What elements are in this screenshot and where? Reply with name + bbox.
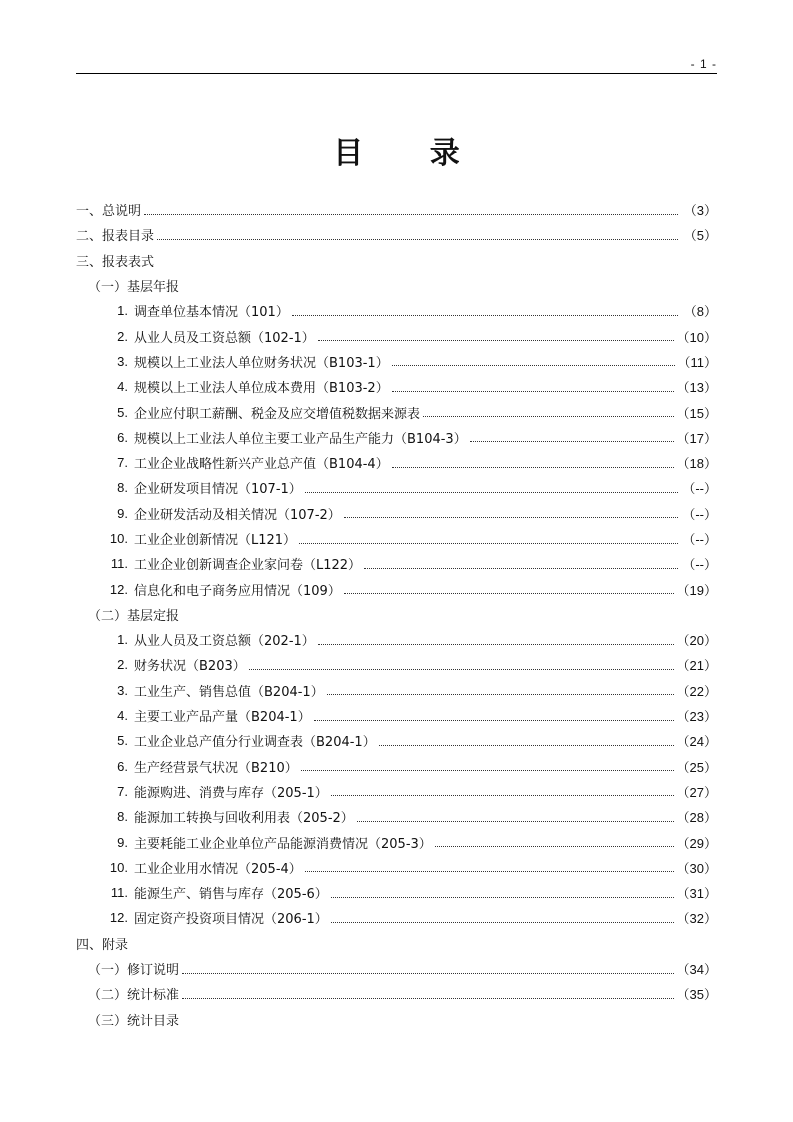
toc-entry-number: 10. xyxy=(109,531,128,546)
toc-entry[interactable] xyxy=(76,804,717,829)
dot-leader xyxy=(435,845,674,847)
dot-leader xyxy=(301,769,674,771)
toc-entry-title: 工业企业总产值分行业调查表（B204-1） xyxy=(134,735,376,751)
header-rule xyxy=(76,73,717,74)
toc-entry-title: 工业企业创新调查企业家问卷（L122） xyxy=(134,558,362,574)
toc-entry-number: 12. xyxy=(109,910,128,926)
toc-entry-title: 从业人员及工资总额（202-1） xyxy=(134,634,315,650)
toc-entry-page: （31） xyxy=(676,886,717,902)
dot-leader xyxy=(305,491,678,493)
toc-entry-page: （8） xyxy=(683,304,717,320)
toc-entry-page: （--） xyxy=(682,506,717,522)
page-number: - 1 - xyxy=(690,57,717,71)
toc-entry-number: 11. xyxy=(110,556,128,572)
toc-entry-title: 工业生产、销售总值（B204-1） xyxy=(134,684,324,700)
toc-entry-number: 3. xyxy=(117,682,128,698)
toc-entry-title: （三）统计目录 xyxy=(88,1013,180,1029)
toc-entry-page: （--） xyxy=(682,557,717,573)
dot-leader xyxy=(331,921,674,923)
toc-entry[interactable] xyxy=(76,273,717,298)
dot-leader xyxy=(470,440,674,442)
toc-entry[interactable] xyxy=(76,298,717,323)
toc-entry-title: 主要工业产品产量（B204-1） xyxy=(134,710,311,726)
toc-entry-title: 规模以上工业法人单位成本费用（B103-2） xyxy=(134,381,389,397)
toc-entry[interactable] xyxy=(76,956,717,981)
toc-entry-number: 12. xyxy=(109,581,128,597)
toc-entry-page: （13） xyxy=(676,380,717,396)
dot-leader xyxy=(292,314,678,316)
toc-entry-page: （11） xyxy=(677,354,717,370)
toc-entry-page: （28） xyxy=(676,810,717,826)
toc-entry-title: 一、总说明 xyxy=(76,204,142,220)
toc-entry-number: 3. xyxy=(117,353,128,369)
toc-entry-page: （5） xyxy=(683,228,717,244)
dot-leader xyxy=(182,972,674,974)
toc-entry-page: （15） xyxy=(676,405,717,421)
dot-leader xyxy=(182,997,674,999)
toc-entry[interactable] xyxy=(76,931,717,956)
toc-entry-page: （25） xyxy=(676,759,717,775)
toc-entry[interactable] xyxy=(76,551,717,576)
toc-entry-title: 二、报表目录 xyxy=(76,229,155,245)
toc-entry[interactable] xyxy=(76,374,717,399)
toc-entry[interactable] xyxy=(76,450,717,475)
toc-entry-title: 调查单位基本情况（101） xyxy=(134,305,289,321)
dot-leader xyxy=(331,896,674,898)
toc-entry[interactable] xyxy=(76,829,717,854)
toc-entry[interactable] xyxy=(76,627,717,652)
toc-entry-title: 四、附录 xyxy=(76,937,129,953)
dot-leader xyxy=(299,542,678,544)
dot-leader xyxy=(249,668,674,670)
toc-entry-number: 10. xyxy=(109,859,128,875)
dot-leader xyxy=(344,516,678,518)
toc-entry-number: 2. xyxy=(117,657,128,673)
toc-entry-title: 信息化和电子商务应用情况（109） xyxy=(134,583,341,599)
toc-entry[interactable] xyxy=(76,703,717,728)
toc-entry[interactable] xyxy=(76,880,717,905)
toc-entry[interactable] xyxy=(76,475,717,500)
toc-entry-page: （27） xyxy=(676,784,717,800)
toc-entry-title: 生产经营景气状况（B210） xyxy=(134,760,298,776)
toc-entry-number: 1. xyxy=(117,303,128,319)
dot-leader xyxy=(344,592,674,594)
toc-entry-title: （一）修订说明 xyxy=(88,963,180,979)
toc-entry[interactable] xyxy=(76,425,717,450)
dot-leader xyxy=(305,870,674,872)
toc-entry-page: （22） xyxy=(676,683,717,699)
dot-leader xyxy=(331,794,674,796)
toc-entry-number: 7. xyxy=(117,783,128,799)
toc-entry-page: （29） xyxy=(676,835,717,851)
toc-entry-page: （--） xyxy=(682,532,717,547)
toc-entry[interactable] xyxy=(76,248,717,273)
toc-entry[interactable] xyxy=(76,905,717,930)
dot-leader xyxy=(318,643,674,645)
toc-entry-page: （34） xyxy=(676,962,717,978)
toc-entry-number: 5. xyxy=(117,404,128,420)
dot-leader xyxy=(392,390,674,392)
toc-entry-page: （--） xyxy=(682,481,717,497)
dot-leader xyxy=(318,339,674,341)
toc-entry-number: 2. xyxy=(117,328,128,344)
toc-entry-title: 企业应付职工薪酬、税金及应交增值税数据来源表 xyxy=(134,406,421,422)
toc-entry-number: 8. xyxy=(117,480,128,496)
table-of-contents xyxy=(76,197,717,1032)
dot-leader xyxy=(144,213,678,215)
toc-entry-title: 企业研发项目情况（107-1） xyxy=(134,482,302,498)
toc-entry-title: 能源购进、消费与库存（205-1） xyxy=(134,785,328,801)
toc-entry[interactable] xyxy=(76,728,717,753)
dot-leader xyxy=(364,567,678,569)
toc-entry-title: （二）统计标准 xyxy=(88,988,180,1004)
toc-entry-number: 4. xyxy=(117,379,128,395)
page-title: 目 录 xyxy=(333,136,488,171)
toc-entry-page: （20） xyxy=(676,633,717,649)
toc-entry-page: （35） xyxy=(676,987,717,1003)
toc-entry-title: 固定资产投资项目情况（206-1） xyxy=(134,912,328,928)
toc-entry[interactable] xyxy=(76,855,717,880)
toc-entry-page: （10） xyxy=(676,329,717,345)
toc-entry[interactable] xyxy=(76,779,717,804)
toc-entry-title: 规模以上工业法人单位财务状况（B103-1） xyxy=(134,355,389,371)
toc-entry[interactable] xyxy=(76,323,717,348)
toc-entry-page: （19） xyxy=(676,582,717,598)
dot-leader xyxy=(423,415,674,417)
toc-entry-title: 财务状况（B203） xyxy=(134,659,246,675)
toc-entry-title: 规模以上工业法人单位主要工业产品生产能力（B104-3） xyxy=(134,431,467,447)
toc-entry-page: （18） xyxy=(676,456,717,472)
toc-entry-title: （一）基层年报 xyxy=(88,280,180,296)
toc-entry-title: 工业企业创新情况（L121） xyxy=(134,533,297,548)
toc-entry[interactable] xyxy=(76,981,717,1006)
toc-entry-title: （二）基层定报 xyxy=(88,608,180,624)
toc-entry[interactable] xyxy=(76,526,717,551)
toc-entry-number: 7. xyxy=(117,455,128,471)
toc-entry-page: （17） xyxy=(676,430,717,446)
toc-entry-title: 企业研发活动及相关情况（107-2） xyxy=(134,507,341,523)
dot-leader xyxy=(314,719,674,721)
toc-entry[interactable] xyxy=(76,678,717,703)
toc-entry-page: （30） xyxy=(676,860,717,876)
toc-entry[interactable] xyxy=(76,197,717,222)
toc-entry-title: 工业企业战略性新兴产业总产值（B104-4） xyxy=(134,457,389,473)
toc-entry[interactable] xyxy=(76,349,717,374)
toc-entry-title: 从业人员及工资总额（102-1） xyxy=(134,330,315,346)
toc-entry-title: 能源生产、销售与库存（205-6） xyxy=(134,887,328,903)
toc-entry-page: （3） xyxy=(683,203,717,219)
toc-entry[interactable] xyxy=(76,501,717,526)
toc-entry-number: 8. xyxy=(117,809,128,825)
toc-entry-number: 9. xyxy=(117,505,128,521)
toc-entry-number: 6. xyxy=(117,758,128,774)
toc-entry-number: 4. xyxy=(117,708,128,724)
toc-entry-title: 主要耗能工业企业单位产品能源消费情况（205-3） xyxy=(134,836,432,852)
dot-leader xyxy=(379,744,674,746)
dot-leader xyxy=(392,466,674,468)
toc-entry[interactable] xyxy=(76,602,717,627)
toc-entry-page: （24） xyxy=(676,734,717,750)
dot-leader xyxy=(157,238,678,240)
toc-entry-number: 5. xyxy=(117,733,128,749)
toc-entry-number: 6. xyxy=(117,429,128,445)
toc-entry-title: 工业企业用水情况（205-4） xyxy=(134,861,302,877)
toc-entry-page: （21） xyxy=(676,658,717,674)
toc-entry[interactable] xyxy=(76,754,717,779)
toc-entry-page: （23） xyxy=(676,709,717,725)
toc-entry-title: 能源加工转换与回收利用表（205-2） xyxy=(134,811,354,827)
toc-entry[interactable] xyxy=(76,222,717,247)
toc-entry[interactable] xyxy=(76,652,717,677)
toc-entry-number: 11. xyxy=(110,885,128,901)
toc-entry[interactable] xyxy=(76,576,717,601)
toc-entry[interactable] xyxy=(76,1007,717,1032)
dot-leader xyxy=(392,364,675,366)
toc-entry-title: 三、报表表式 xyxy=(76,254,155,270)
toc-entry-number: 1. xyxy=(117,632,128,648)
dot-leader xyxy=(327,693,674,695)
toc-entry[interactable] xyxy=(76,399,717,424)
toc-entry-number: 9. xyxy=(117,834,128,850)
toc-entry-page: （32） xyxy=(676,911,717,927)
dot-leader xyxy=(357,820,674,822)
